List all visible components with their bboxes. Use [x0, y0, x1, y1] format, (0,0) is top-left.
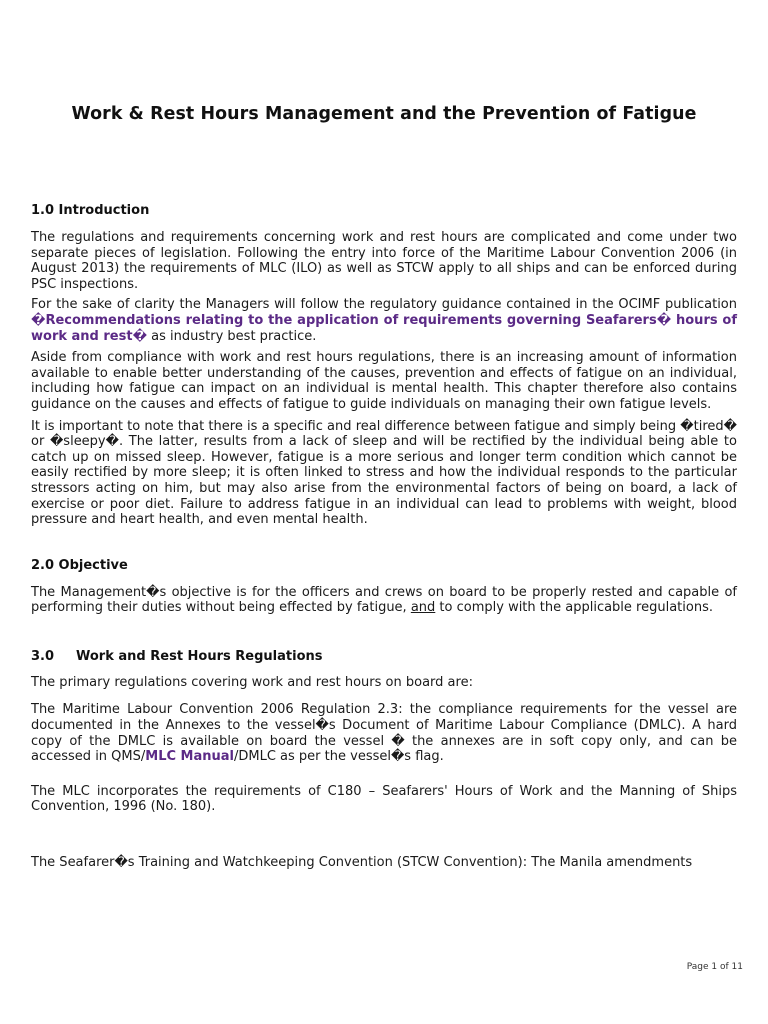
objective-underlined-and: and: [410, 600, 436, 616]
page-number: Page 1 of 11: [686, 962, 743, 972]
ocimf-publication-title: �Recommendations relating to the application of requirements governing Seafarers� hours of work and rest�: [31, 312, 737, 344]
page-title: Work & Rest Hours Management and the Prevention of Fatigue: [71, 104, 697, 124]
regulations-paragraph-2: [31, 702, 737, 764]
objective-text-end: to comply with the applicable regulations.: [435, 600, 713, 616]
objective-text: The Management�s objective is for the officers and crews on board to be properly rested and capable of performing their duties without being effected by fatigue,: [31, 584, 737, 616]
section-heading-introduction: 1.0 Introduction: [31, 203, 150, 218]
intro-paragraph-2: [31, 297, 737, 344]
document-body: [31, 203, 737, 871]
section-heading-objective: 2.0 Objective: [31, 557, 128, 573]
intro-paragraph-4: It is important to note that there is a specific and real difference between fatigue and simply being �tired� or �sleepy�. The latter, results from a lack of sleep and will be rectified by the individual being able to catch up on missed sleep. However, fatigue is a more serious and longer term condition which cannot be easily rectified by more sleep; it is often linked to stress and how the individual responds to the particular stressors acting on him, but may also arise from the environmental factors of being on board, a lack of exercise or poor diet. Failure to address fatigue in an individual can lead to problems with weight, blood pressure and heart health, and even mental health.: [31, 418, 737, 528]
intro-paragraph-3: Aside from compliance with work and rest hours regulations, there is an increasing amount of information available to enable better understanding of the causes, prevention and effects of fatigue on an individual, including how fatigue can impact on an individual is mental health. This chapter therefore also contains guidance on the causes and effects of fatigue to guide individuals on managing their own fatigue levels.: [31, 350, 737, 412]
intro-paragraph-1: The regulations and requirements concerning work and rest hours are complicated and come under two separate pieces of legislation. Following the entry into force of the Maritime Labour Convention 2006 (in August 2013) the requirements of MLC (ILO) as well as STCW apply to all ships and can be enforced during PSC inspections.: [31, 230, 737, 292]
regulations-paragraph-4: The Seafarer�s Training and Watchkeeping Convention (STCW Convention): The Manila amendments: [31, 855, 693, 871]
objective-paragraph: [31, 585, 737, 616]
section-title: Work and Rest Hours Regulations: [76, 648, 323, 664]
section-heading-regulations: [31, 649, 737, 664]
regulations-paragraph-2-text-end: /DMLC as per the vessel�s flag.: [234, 749, 444, 765]
section-number: 3.0: [31, 648, 55, 664]
mlc-manual-reference: MLC Manual: [145, 749, 234, 765]
regulations-paragraph-1: The primary regulations covering work and rest hours on board are:: [31, 674, 473, 690]
intro-paragraph-2-text: For the sake of clarity the Managers will follow the regulatory guidance contained in the OCIMF publication: [31, 297, 737, 313]
regulations-paragraph-3: The MLC incorporates the requirements of C180 – Seafarers' Hours of Work and the Manning of Ships Convention, 1996 (No. 180).: [31, 783, 737, 815]
regulations-paragraph-2-text: The Maritime Labour Convention 2006 Regulation 2.3: the compliance requirements for the vessel are documented in the Annexes to the vessel�s Document of Maritime Labour Compliance (DMLC). A hard copy of the DMLC is available on board the vessel � the annexes are in soft copy only, and can be accessed in QMS/: [31, 702, 737, 765]
intro-paragraph-2-text-end: as industry best practice.: [147, 328, 317, 344]
